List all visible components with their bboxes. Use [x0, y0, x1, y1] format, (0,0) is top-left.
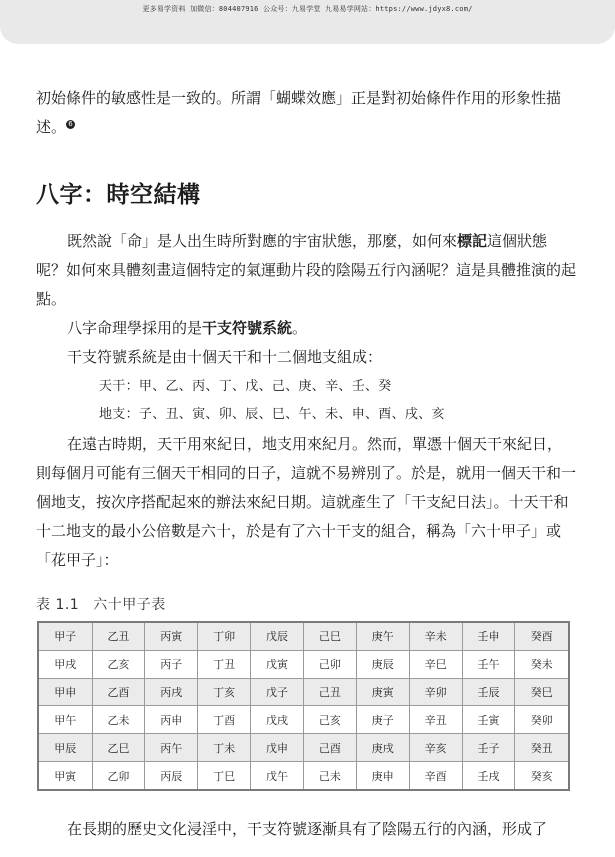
table-cell: 癸酉	[515, 622, 569, 650]
table-cell: 壬午	[462, 650, 515, 678]
table-row	[38, 678, 569, 706]
table-cell: 丁卯	[198, 622, 251, 650]
table-cell: 辛酉	[409, 762, 462, 790]
table-cell: 辛卯	[409, 678, 462, 706]
table-cell: 癸巳	[515, 678, 569, 706]
table-cell: 丙戌	[145, 678, 198, 706]
table-cell: 甲午	[38, 706, 92, 734]
table-cell: 癸卯	[515, 706, 569, 734]
tiangan-list: 天干：甲、乙、丙、丁、戊、己、庚、辛、壬、癸	[99, 379, 392, 394]
table-cell: 丙申	[145, 706, 198, 734]
table-cell: 戊申	[251, 734, 304, 762]
table-cell: 庚子	[356, 706, 409, 734]
header-bar	[0, 0, 615, 44]
table-row	[38, 734, 569, 762]
table-cell: 辛巳	[409, 650, 462, 678]
table-cell: 己卯	[303, 650, 356, 678]
para2-text-a: 八字命理學採用的是	[67, 319, 203, 337]
footnote-marker[interactable]: 6	[66, 120, 75, 129]
table-cell: 丙子	[145, 650, 198, 678]
paragraph-mark-state	[36, 227, 576, 314]
table-cell: 丁未	[198, 734, 251, 762]
table-cell: 乙亥	[92, 650, 145, 678]
table-cell: 戊午	[251, 762, 304, 790]
table-cell: 己亥	[303, 706, 356, 734]
intro-text: 初始條件的敏感性是一致的。所謂「蝴蝶效應」正是對初始條件作用的形象性描述。	[36, 89, 562, 136]
table-cell: 庚午	[356, 622, 409, 650]
table-cell: 丁巳	[198, 762, 251, 790]
table-cell: 丁丑	[198, 650, 251, 678]
para1-text-b: 這個狀態呢？如何來具體刻畫這個特定的氣運動片段的陰陽五行內涵呢？這是具體推演的起點。	[36, 232, 577, 308]
para2-text-b: 。	[292, 319, 308, 337]
table-cell: 辛未	[409, 622, 462, 650]
table-cell: 己未	[303, 762, 356, 790]
para2-bold: 干支符號系統	[202, 319, 293, 337]
section-heading: 八字：時空結構	[36, 182, 201, 208]
table-cell: 丁酉	[198, 706, 251, 734]
table-cell: 甲申	[38, 678, 92, 706]
table-cell: 庚辰	[356, 650, 409, 678]
table-cell: 己酉	[303, 734, 356, 762]
table-label: 表 1.1	[36, 597, 80, 613]
table-cell: 壬戌	[462, 762, 515, 790]
table-cell: 丁亥	[198, 678, 251, 706]
table-cell: 辛亥	[409, 734, 462, 762]
table-cell: 辛丑	[409, 706, 462, 734]
table-cell: 乙酉	[92, 678, 145, 706]
table-cell: 戊子	[251, 678, 304, 706]
table-row	[38, 706, 569, 734]
table-cell: 壬寅	[462, 706, 515, 734]
paragraph-history: 在遠古時期，天干用來紀日，地支用來紀月。然而，單憑十個天干來紀日，則每個月可能有三個天干相同的日子，這就不易辨別了。於是，就用一個天干和一個地支，按次序搭配起來的辦法來紀日期。這就產生了「干支紀日法」。十天干和十二地支的最小公倍數是六十，於是有了六十干支的組合，稱為「六十甲子」或「花甲子」：	[36, 435, 577, 569]
table-row	[38, 622, 569, 650]
intro-paragraph	[36, 84, 576, 142]
table-cell: 丙午	[145, 734, 198, 762]
table-cell: 戊辰	[251, 622, 304, 650]
dizhi-list: 地支：子、丑、寅、卯、辰、巳、午、未、申、酉、戌、亥	[99, 407, 445, 422]
table-cell: 庚戌	[356, 734, 409, 762]
table-cell: 己丑	[303, 678, 356, 706]
table-cell: 乙巳	[92, 734, 145, 762]
para1-bold: 標記	[457, 232, 488, 250]
table-cell: 癸丑	[515, 734, 569, 762]
paragraph-ganzhi-system	[36, 314, 576, 343]
table-cell: 丙辰	[145, 762, 198, 790]
table-cell: 戊戌	[251, 706, 304, 734]
table-row	[38, 650, 569, 678]
table-cell: 乙丑	[92, 622, 145, 650]
table-cell: 乙卯	[92, 762, 145, 790]
sexagenary-table	[37, 621, 570, 791]
table-cell: 甲辰	[38, 734, 92, 762]
table-cell: 庚申	[356, 762, 409, 790]
table-cell: 甲子	[38, 622, 92, 650]
table-cell: 乙未	[92, 706, 145, 734]
table-cell: 壬子	[462, 734, 515, 762]
para1-text-a: 既然說「命」是人出生時所對應的宇宙狀態，那麼，如何來	[67, 232, 458, 250]
table-caption	[36, 594, 166, 614]
table-cell: 壬申	[462, 622, 515, 650]
table-cell: 甲寅	[38, 762, 92, 790]
table-cell: 戊寅	[251, 650, 304, 678]
paragraph-ganzhi-composition: 干支符號系統是由十個天干和十二個地支組成：	[67, 348, 383, 366]
table-cell: 癸亥	[515, 762, 569, 790]
table-title: 六十甲子表	[93, 597, 166, 613]
table-cell: 己巳	[303, 622, 356, 650]
table-cell: 丙寅	[145, 622, 198, 650]
paragraph-continuation: 在長期的歷史文化浸淫中，干支符號逐漸具有了陰陽五行的內涵，形成了	[67, 820, 548, 838]
table-cell: 癸未	[515, 650, 569, 678]
table-cell: 甲戌	[38, 650, 92, 678]
table-row	[38, 762, 569, 790]
watermark-text: 更多易学资料 加微信：804407916 公众号：九易学堂 九易易学网站：https://www.jdyx8.com/	[142, 5, 473, 13]
table-cell: 壬辰	[462, 678, 515, 706]
table-cell: 庚寅	[356, 678, 409, 706]
